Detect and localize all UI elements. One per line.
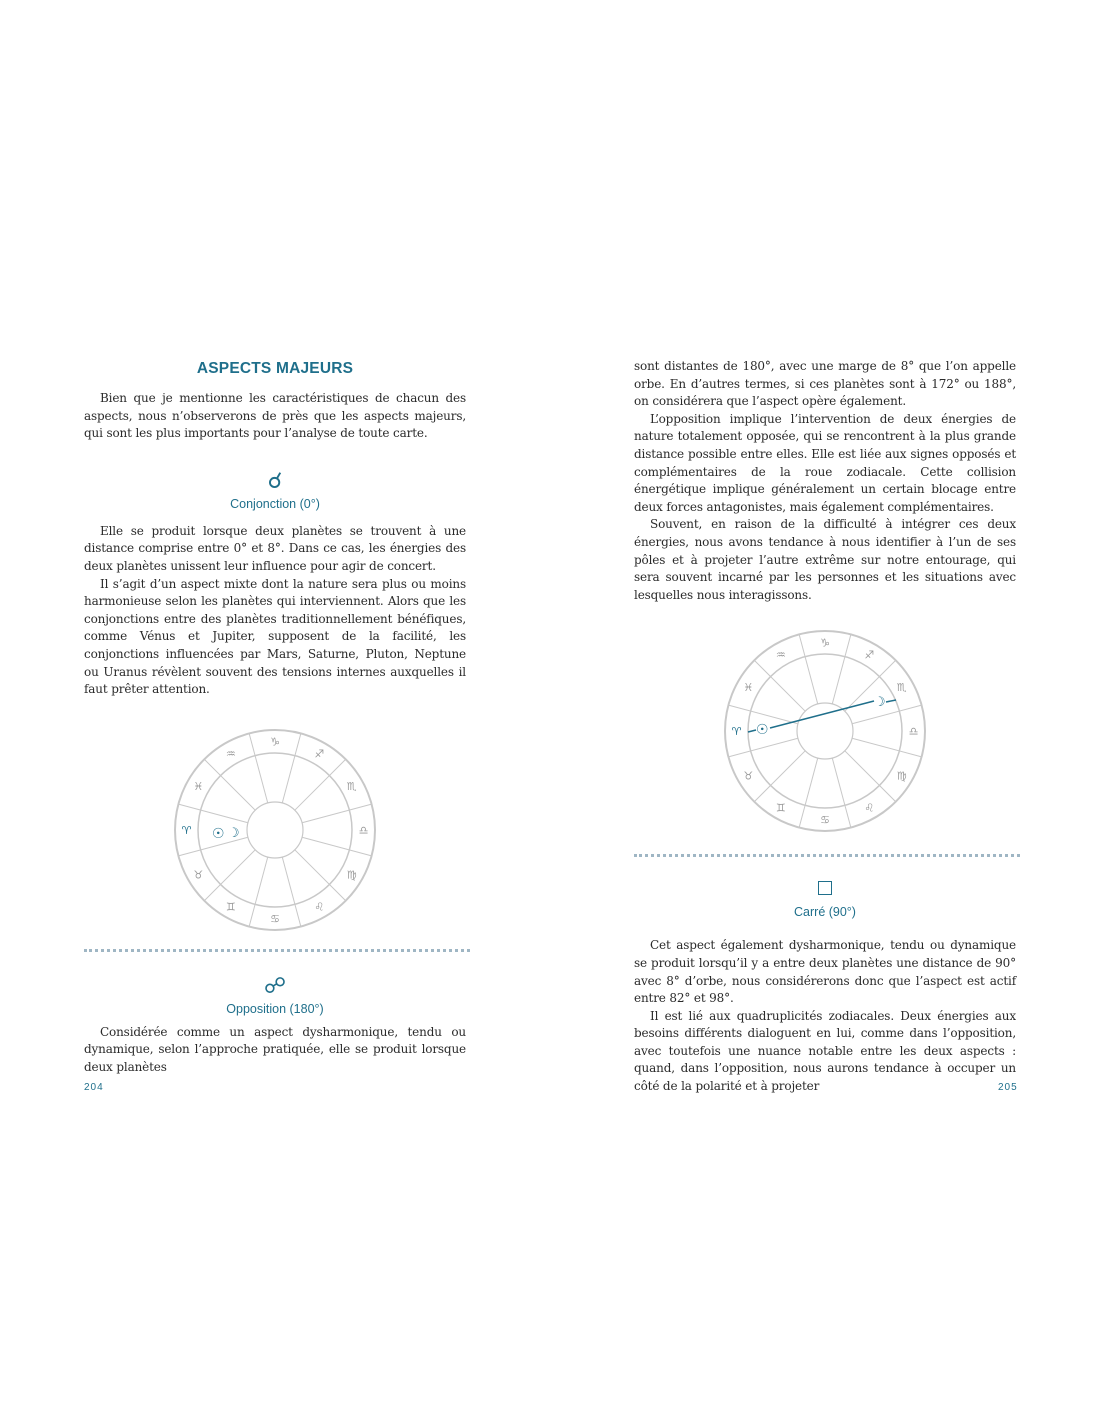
square-text xyxy=(634,937,1016,1095)
house-divider xyxy=(728,739,798,758)
house-divider xyxy=(852,739,922,758)
conjunction-paragraph-1: Elle se produit lorsque deux planètes se trouvent à une distance comprise entre 0° et 8°. Dans ce cas, les énergies des deux planètes unissent leur influence pour agir de concert. xyxy=(84,523,466,573)
conjunction-heading xyxy=(84,469,466,511)
opposition-paragraph-3: Souvent, en raison de la difficulté à intégrer ces deux énergies, nous avons tendance à nous identifier à l’un de ses pôles et à projeter l’autre extrême sur notre entourage, qui sera souvent incarné par les personnes et les situations avec lesquelles nous interagissons. xyxy=(634,517,1016,602)
house-divider xyxy=(799,758,818,828)
opposition-label: Opposition (180°) xyxy=(226,1001,324,1016)
zodiac-sign-glyph: ♓ xyxy=(743,681,754,695)
house-divider xyxy=(178,804,248,823)
zodiac-sign-glyph: ♈ xyxy=(181,823,192,837)
house-divider xyxy=(302,837,372,856)
section-divider xyxy=(634,854,1020,857)
moon-pointer xyxy=(886,700,896,702)
aspect-line xyxy=(770,701,874,728)
square-paragraph-2: Il est lié aux quadruplicités zodiacales. Deux énergies aux besoins différents dialoguent en lui, comme dans l’opposition, avec toutefois une nuance notable entre les deux aspects : quand, dans l’opposition, nous aurons tendance à occuper un côté de la polarité et à projeter xyxy=(634,1008,1016,1094)
moon-glyph: ☽ xyxy=(228,825,240,841)
sun-glyph: ☉ xyxy=(756,722,769,739)
square-heading xyxy=(634,875,1016,919)
square-icon xyxy=(634,875,1016,899)
zodiac-sign-glyph: ♎ xyxy=(358,823,369,837)
zodiac-sign-glyph: ♑ xyxy=(270,735,280,749)
opposition-paragraph-1-cont: sont distantes de 180°, avec une marge de 8° que l’on appelle orbe. En d’autres termes, si ces planètes sont à 172° ou 188°, on considérera que l’aspect opère également. xyxy=(634,359,1016,409)
house-divider xyxy=(249,857,268,927)
zodiac-sign-glyph: ♐ xyxy=(314,747,325,761)
zodiac-sign-glyph: ♋ xyxy=(820,813,830,827)
zodiac-sign-glyph: ♍ xyxy=(346,867,357,881)
zodiac-sign-glyph: ♑ xyxy=(820,636,830,650)
conjunction-zodiac-wheel xyxy=(170,725,380,935)
opposition-continued-text xyxy=(634,358,1016,604)
zodiac-sign-glyph: ♍ xyxy=(896,769,907,783)
house-divider xyxy=(728,705,798,724)
intro-paragraph: Bien que je mentionne les caractéristiques de chacun des aspects, nous n’observerons de près que les aspects majeurs, qui sont les plus importants pour l’analyse de toute carte. xyxy=(84,391,466,441)
house-divider xyxy=(282,857,301,927)
center-ring xyxy=(797,703,853,759)
page-number-right: 205 xyxy=(998,1082,1018,1093)
sun-pointer xyxy=(748,730,756,732)
section-title: ASPECTS MAJEURS xyxy=(196,360,354,377)
section-divider xyxy=(84,949,470,952)
zodiac-sign-glyph: ♉ xyxy=(743,769,754,783)
zodiac-sign-glyph: ♈ xyxy=(731,725,742,739)
square-paragraph-1: Cet aspect également dysharmonique, tendu ou dynamique se produit lorsqu’il y a entre deux planètes une distance de 90° avec 8° d’orbe, nous considérerons donc que l’aspect est actif entre 82° et 98°. xyxy=(634,938,1016,1006)
opposition-paragraph-2: L’opposition implique l’intervention de deux énergies de nature totalement opposée, qui se rencontrent à la plus grande distance possible entre elles. Elle est liée aux signes opposés et complémentaires de la roue zodiacale. Cette collision énergétique implique généralement un certain blocage entre deux forces antagonistes, mais également complémentaires. xyxy=(634,411,1016,514)
intro-text xyxy=(84,390,466,443)
zodiac-sign-glyph: ♌ xyxy=(314,900,325,914)
zodiac-sign-glyph: ♓ xyxy=(193,779,204,793)
house-divider xyxy=(249,733,268,803)
right-page xyxy=(634,358,1016,1096)
center-ring xyxy=(247,802,303,858)
zodiac-sign-glyph: ♊ xyxy=(225,900,236,914)
conjunction-paragraph-2: Il s’agit d’un aspect mixte dont la nature sera plus ou moins harmonieuse selon les planètes qui interviennent. Alors que les conjonctions entre des planètes traditionnellement bénéfiques, comme Vénus et Jupiter, supposent de la facilité, les conjonctions influencées par Mars, Saturne, Pluton, Neptune ou Uranus révèlent souvent des tensions internes auxquelles il faut prêter attention. xyxy=(84,576,466,697)
zodiac-sign-glyph: ♎ xyxy=(908,725,919,739)
house-divider xyxy=(282,733,301,803)
zodiac-sign-glyph: ♋ xyxy=(270,912,280,926)
sun-glyph: ☉ xyxy=(212,825,225,842)
zodiac-sign-glyph: ♊ xyxy=(775,801,786,815)
conjunction-label: Conjonction (0°) xyxy=(230,496,320,511)
zodiac-sign-glyph: ♏ xyxy=(896,681,907,695)
opposition-heading xyxy=(84,974,466,1016)
page-number-left: 204 xyxy=(84,1082,104,1093)
zodiac-sign-glyph: ♏ xyxy=(346,779,357,793)
left-page xyxy=(84,358,466,1077)
house-divider xyxy=(832,758,851,828)
conjunction-icon: ☌ xyxy=(267,468,283,494)
zodiac-sign-glyph: ♐ xyxy=(864,648,875,662)
house-divider xyxy=(852,705,922,724)
opposition-paragraph-1: Considérée comme un aspect dysharmonique, tendu ou dynamique, selon l’approche pratiquée, elle se produit lorsque deux planètes xyxy=(84,1024,466,1074)
zodiac-sign-glyph: ♒ xyxy=(775,648,786,662)
opposition-text xyxy=(84,1024,466,1077)
zodiac-sign-glyph: ♉ xyxy=(193,867,204,881)
zodiac-sign-glyph: ♒ xyxy=(225,747,236,761)
square-label: Carré (90°) xyxy=(794,905,856,920)
house-divider xyxy=(799,635,818,705)
house-divider xyxy=(302,804,372,823)
zodiac-sign-glyph: ♌ xyxy=(864,801,875,815)
conjunction-text xyxy=(84,523,466,699)
house-divider xyxy=(832,635,851,705)
moon-glyph: ☽ xyxy=(874,695,886,711)
opposition-zodiac-wheel xyxy=(720,626,930,836)
opposition-icon: ☍ xyxy=(263,973,287,999)
